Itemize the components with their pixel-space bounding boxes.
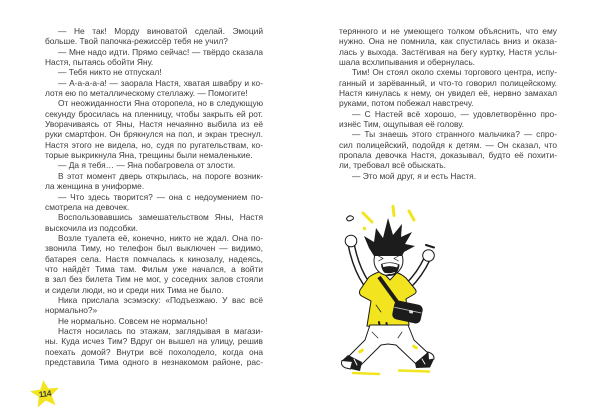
text-line: нормально?» xyxy=(45,305,98,316)
text-line: ны. Куда исчез Тим? Вдруг он вышел на улицу, решив xyxy=(45,336,263,347)
text-line: терянного и не умеющего толком объяснить, что ему xyxy=(339,26,557,36)
text-line: Тим! Он стоял около схемы торгового центра, испу- xyxy=(352,67,557,78)
text-line: поехать домой? Внутри всё похолодело, когда она xyxy=(45,346,263,357)
page-number-star xyxy=(26,379,64,409)
text-line: батарея села. Настя помчалась к кинозалу, надеясь, xyxy=(45,253,263,264)
text-line: — Да я тебя… — Яна побагровела от злости. xyxy=(58,160,236,171)
text-line: Настя кинулась к нему, он увидел её, нервно замахал xyxy=(339,88,557,99)
cheering-boy-illustration xyxy=(336,204,442,380)
text-line: ли, требовал всё обыскать. xyxy=(339,160,446,171)
text-line: больше. Твой папочка-режиссёр тебя не учил? xyxy=(45,36,228,47)
text-line: пропала девочка Настя, доказывал, будто её похити- xyxy=(339,150,557,161)
text-line: шала всхлипывания и обернулась. xyxy=(339,57,476,68)
boy-figure xyxy=(342,218,435,374)
head xyxy=(364,218,415,276)
pants xyxy=(349,325,429,365)
text-line: Возле туалета её, конечно, никто не ждал. Она по- xyxy=(58,232,263,243)
text-line: — Что здесь творится? — она с недоумением по- xyxy=(58,191,263,202)
text-line: В этот момент дверь открылась, на пороге возник- xyxy=(58,170,263,181)
text-line: руки смартфон. Он брякнулся на пол, и экран треснул. xyxy=(45,129,263,140)
right-page-text xyxy=(339,26,557,181)
text-line: Не нормально. Совсем не нормально! xyxy=(58,315,208,326)
text-line: — Ты знаешь этого странного мальчика? — спро- xyxy=(352,129,557,140)
text-line: — С Настей всё хорошо, — удовлетворённо про- xyxy=(352,108,557,119)
text-line: звонила Тиму, но телефон был выключен — видимо, xyxy=(45,243,263,254)
text-line: сил полицейский, подойдя к детям. — Он сказал, что xyxy=(339,139,557,150)
text-line: Воспользовавшись замешательством Яны, Настя xyxy=(58,212,263,223)
text-line: Ника прислала эсэмэску: «Подъезжаю. У вас всё xyxy=(58,294,263,305)
right-page xyxy=(300,0,600,411)
text-line: лотя ею по металлическому стеллажу. — Помогите! xyxy=(45,88,248,99)
text-line: выскочила из подсобки. xyxy=(45,222,138,233)
text-line: торые выкрикнула Яна, трещины были немаленькие. xyxy=(45,150,253,161)
text-line: что найдёт Тима там. Фильм уже начался, а войти xyxy=(45,263,263,274)
text-line: в зал без билета Тим не мог, у соседних залов стояли xyxy=(45,274,263,285)
text-line: — Мне надо идти. Прямо сейчас! — твёрдо сказала xyxy=(58,46,263,57)
text-line: и сидели люди, но и среди них Тима не было. xyxy=(45,284,224,295)
spiky-hair xyxy=(364,218,415,256)
text-line: руками, потом побежал навстречу. xyxy=(339,98,474,109)
text-line: Настя носилась по этажам, заглядывая в магази- xyxy=(58,325,263,336)
text-line: изнёс Тим, ощупывая её голову. xyxy=(339,119,464,130)
page-number: 114 xyxy=(38,387,52,400)
text-line: Уворачиваясь от Яны, Настя нечаянно выбила из её xyxy=(45,119,263,130)
text-line: Настя, пытаясь обойти Яну. xyxy=(45,57,154,68)
text-line: ганный и зарёванный, и что-то говорил полицейскому. xyxy=(339,77,557,88)
text-line: нужно. Она не помнила, как спустилась вниз и оказа- xyxy=(339,36,557,47)
text-line: смотрела на девочек. xyxy=(45,201,130,212)
right-fist xyxy=(423,250,435,262)
left-fist xyxy=(345,235,357,247)
text-line: секунду бросилась на пленницу, чтобы закрыть ей рот. xyxy=(45,108,263,119)
text-line: — Это мой друг, я и есть Настя. xyxy=(352,170,477,181)
text-line: Настя этого не видела, но, судя по ругательствам, ко- xyxy=(45,139,263,150)
text-line: — Не так! Морду виноватой сделай. Эмоций xyxy=(58,26,263,36)
text-line: представила Тима одного в незнакомом районе, рас- xyxy=(45,357,263,367)
text-line: лась у выхода. Застёгивая на бегу куртку, Настя услы- xyxy=(339,46,557,57)
text-line: — Тебя никто не отпускал! xyxy=(58,67,162,78)
left-page-text xyxy=(45,26,263,367)
text-line: ла женщина в униформе. xyxy=(45,181,145,192)
text-line: От неожиданности Яна оторопела, но в следующую xyxy=(58,98,263,109)
text-line: — А-а-а-а-а! — заорала Настя, хватая швабру и ко- xyxy=(58,77,263,88)
